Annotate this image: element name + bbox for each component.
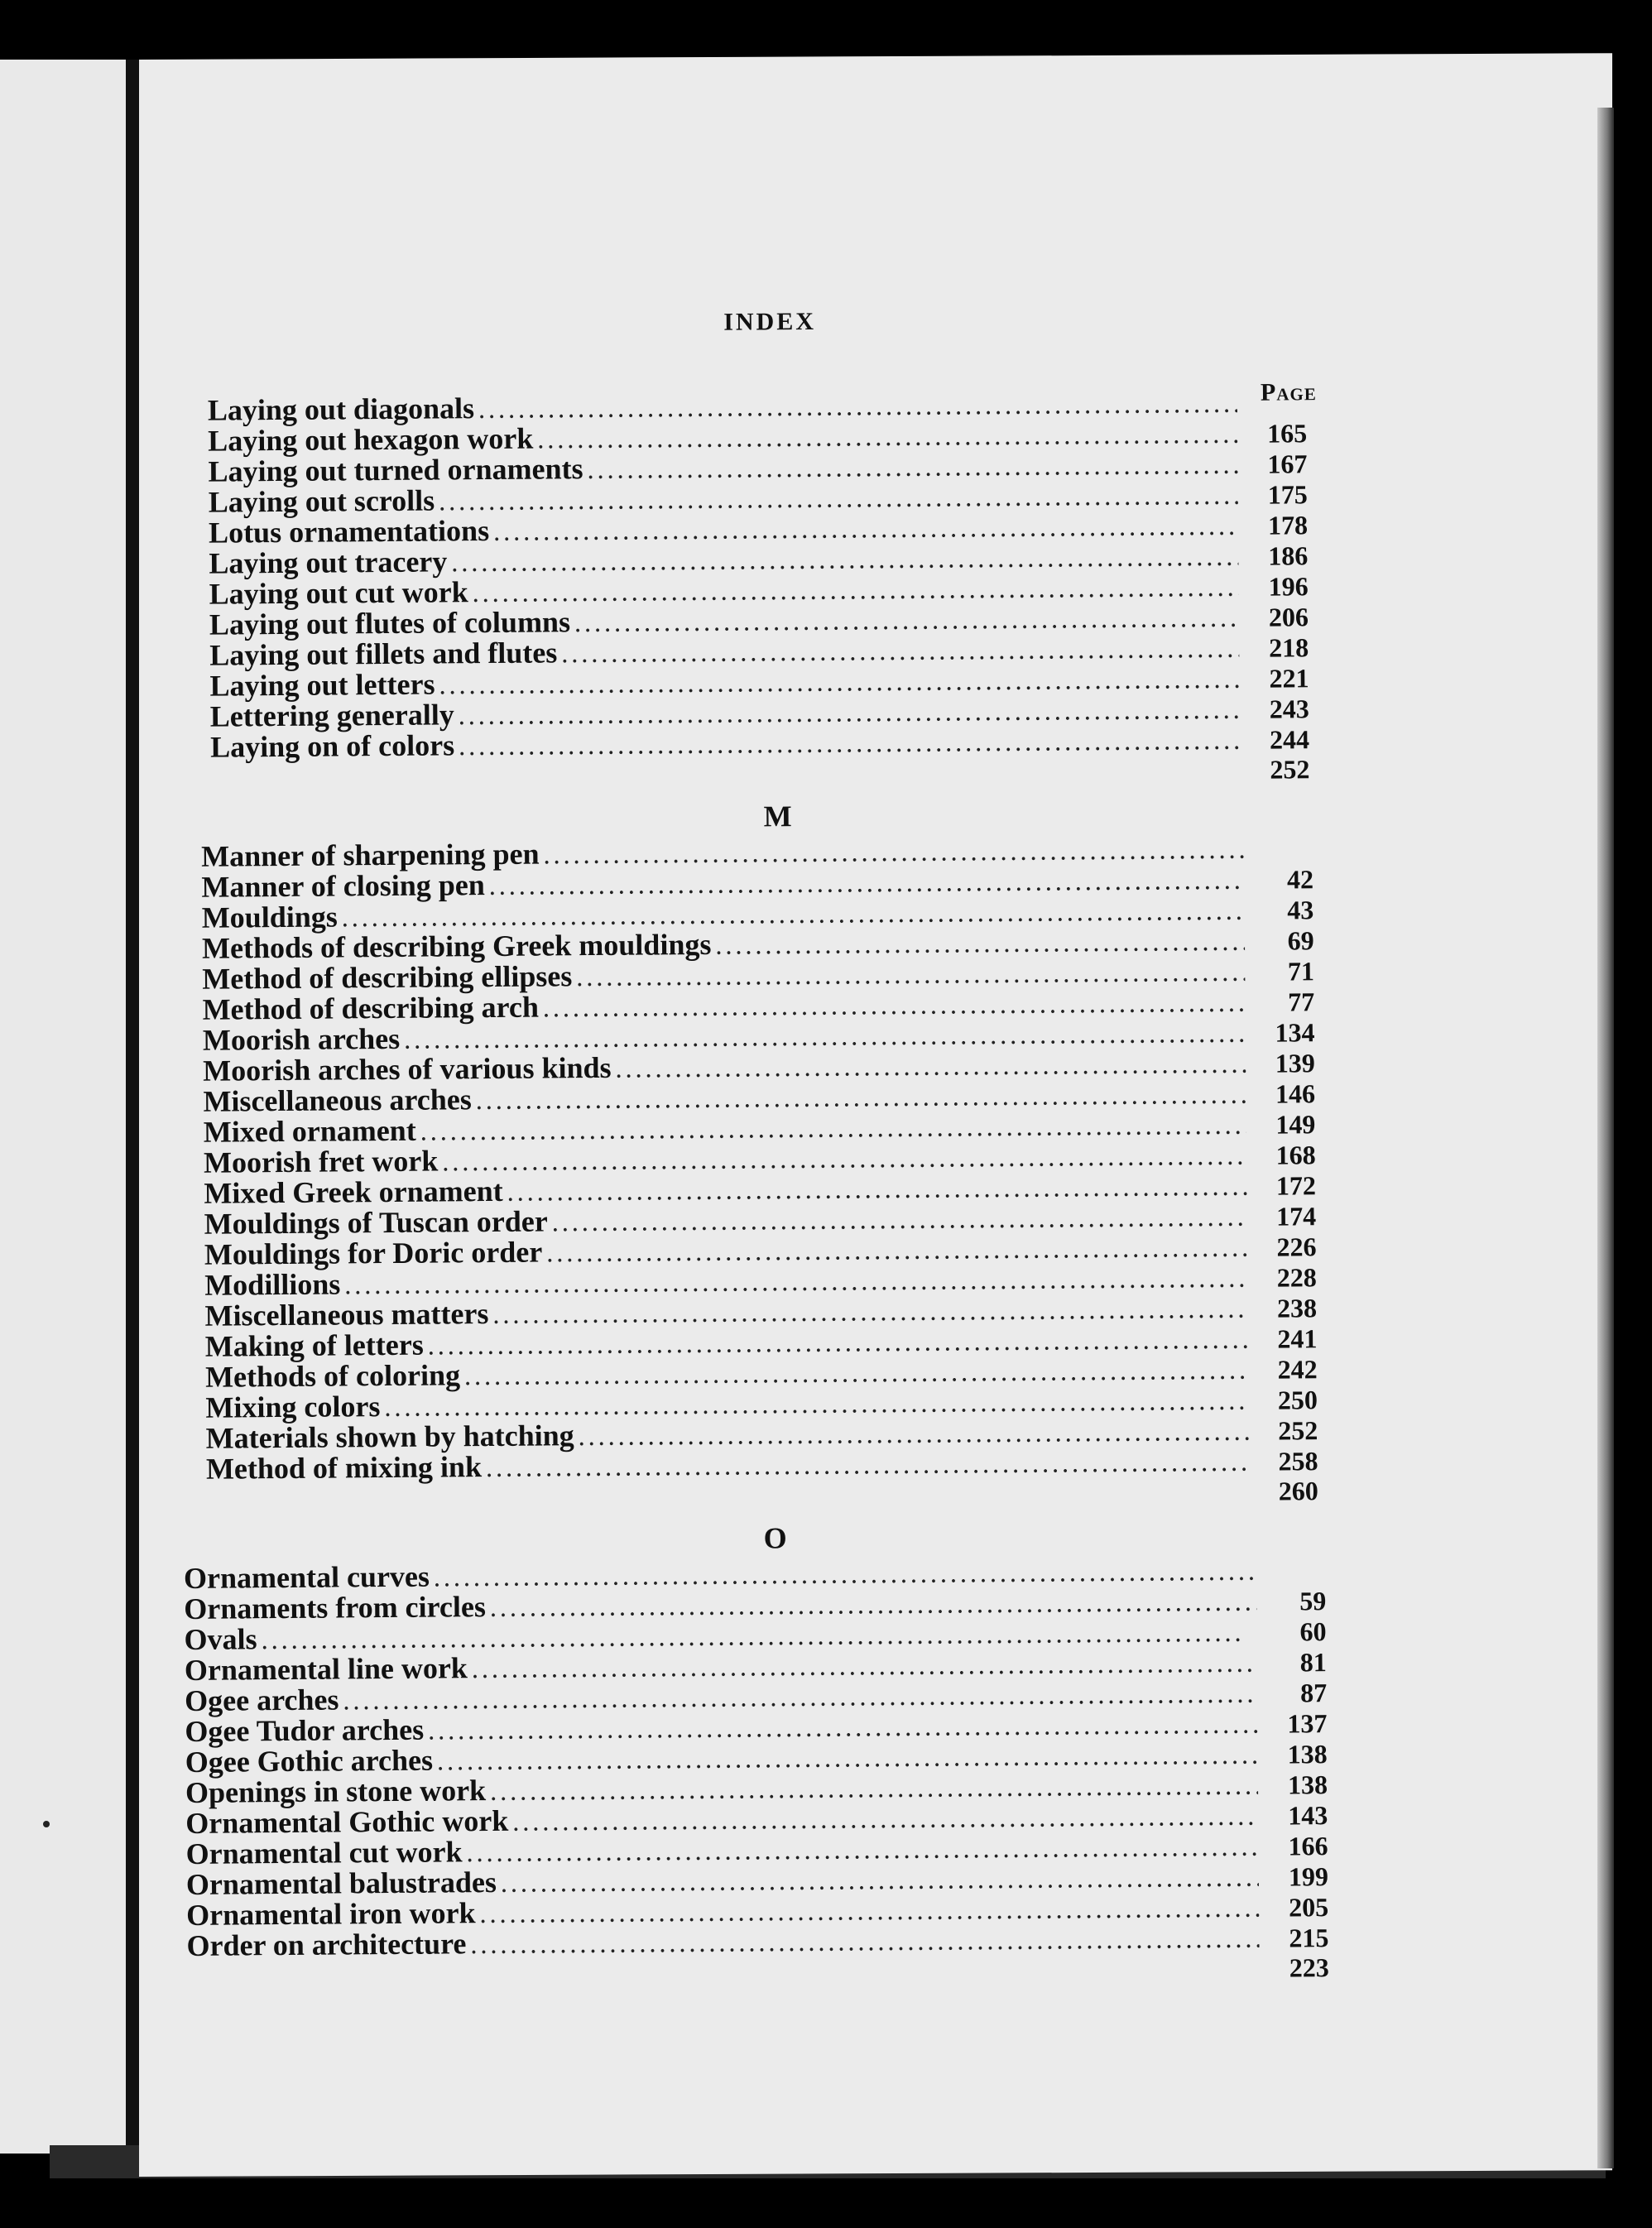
dot-leader bbox=[711, 929, 1245, 964]
entry-term: Ogee Gothic arches bbox=[185, 1743, 434, 1779]
entry-term: Ornamental balustrades bbox=[185, 1865, 497, 1901]
entry-page: 250 bbox=[1277, 1385, 1318, 1415]
entry-page: 139 bbox=[1275, 1048, 1315, 1078]
entry-term: Moorish arches bbox=[202, 1021, 401, 1057]
index-entry bbox=[208, 387, 1307, 425]
entry-term: Laying out diagonals bbox=[207, 391, 475, 427]
entry-page: 138 bbox=[1287, 1769, 1328, 1800]
dot-leader bbox=[574, 1419, 1249, 1455]
entry-term: Order on architecture bbox=[186, 1927, 467, 1962]
entry-page: 167 bbox=[1267, 449, 1308, 479]
dot-leader bbox=[482, 1450, 1249, 1486]
entry-term: Manner of closing pen bbox=[201, 868, 485, 904]
page-column-heading: Page bbox=[1260, 378, 1317, 406]
entry-term: Materials shown by hatching bbox=[205, 1419, 574, 1455]
entry-term: Lettering generally bbox=[209, 698, 454, 733]
dot-leader bbox=[570, 606, 1239, 641]
entry-term: Laying out cut work bbox=[209, 575, 468, 611]
page-edge-shadow bbox=[1597, 108, 1614, 2168]
dot-leader bbox=[466, 1927, 1259, 1964]
ink-speck bbox=[43, 1821, 50, 1827]
entry-page bbox=[1256, 1579, 1326, 1580]
entry-term: Method of describing arch bbox=[202, 990, 540, 1026]
index-sections bbox=[175, 387, 1329, 1992]
entry-term: Laying out tracery bbox=[209, 545, 448, 580]
entry-page: 87 bbox=[1299, 1678, 1328, 1708]
entry-page: 228 bbox=[1276, 1262, 1317, 1293]
entry-page: 260 bbox=[1278, 1476, 1318, 1506]
page-title: INDEX bbox=[723, 307, 817, 336]
entry-page: 226 bbox=[1276, 1232, 1317, 1262]
entry-page: 199 bbox=[1288, 1861, 1329, 1892]
entry-term: Lotus ornamentations bbox=[208, 514, 490, 550]
entry-page: 223 bbox=[1289, 1952, 1329, 1983]
entry-page: 134 bbox=[1275, 1017, 1315, 1048]
index-section bbox=[183, 1506, 1328, 1992]
index-section bbox=[208, 387, 1310, 793]
entry-term: Laying out turned ornaments bbox=[208, 452, 583, 488]
entry-page bbox=[1244, 857, 1313, 858]
entry-term: Laying out fillets and flutes bbox=[209, 636, 558, 672]
entry-page: 165 bbox=[1267, 418, 1308, 449]
entry-term: Ogee arches bbox=[185, 1683, 339, 1717]
entry-page: 71 bbox=[1287, 956, 1315, 987]
index-entry bbox=[201, 833, 1313, 872]
entry-term: Laying on of colors bbox=[209, 728, 455, 764]
entry-term: Laying out letters bbox=[209, 667, 435, 703]
entry-page: 196 bbox=[1268, 571, 1309, 602]
entry-term: Manner of sharpening pen bbox=[201, 837, 540, 873]
entry-page: 206 bbox=[1268, 602, 1309, 632]
entry-page: 252 bbox=[1278, 1415, 1318, 1446]
entry-page: 221 bbox=[1269, 663, 1309, 694]
entry-page: 69 bbox=[1287, 925, 1314, 956]
entry-page: 43 bbox=[1287, 895, 1314, 925]
entry-term: Ornaments from circles bbox=[184, 1590, 487, 1625]
dot-leader bbox=[611, 1052, 1245, 1088]
entry-term: Ornamental line work bbox=[184, 1651, 468, 1687]
entry-term: Ornamental iron work bbox=[186, 1896, 476, 1932]
entry-page: 252 bbox=[1270, 754, 1310, 785]
entry-term: Ornamental cut work bbox=[185, 1835, 463, 1870]
entry-term: Mixing colors bbox=[205, 1390, 381, 1424]
entry-page: 244 bbox=[1269, 724, 1310, 755]
entry-term: Methods of coloring bbox=[204, 1358, 461, 1394]
entry-term: Ogee Tudor arches bbox=[185, 1712, 425, 1748]
entry-term: Methods of describing Greek mouldings bbox=[201, 927, 712, 965]
entry-term: Ornamental Gothic work bbox=[185, 1803, 509, 1840]
section-letter: O bbox=[763, 1521, 787, 1555]
entry-page bbox=[1237, 411, 1307, 412]
entry-page: 243 bbox=[1269, 694, 1309, 724]
entry-page: 42 bbox=[1286, 864, 1314, 895]
index-content bbox=[174, 304, 1329, 1992]
entry-term: Mixed ornament bbox=[203, 1113, 416, 1149]
entry-page: 138 bbox=[1287, 1739, 1328, 1769]
entry-term: Mouldings for Doric order bbox=[204, 1235, 543, 1271]
entry-page: 166 bbox=[1288, 1831, 1328, 1861]
entry-page: 81 bbox=[1299, 1647, 1327, 1678]
index-entry bbox=[184, 1554, 1326, 1594]
entry-term: Making of letters bbox=[204, 1328, 424, 1363]
entry-page: 238 bbox=[1276, 1293, 1318, 1323]
entry-page: 143 bbox=[1288, 1800, 1328, 1831]
entry-term: Ornamental curves bbox=[183, 1559, 430, 1595]
entry-term: Method of mixing ink bbox=[205, 1450, 483, 1486]
entry-page: 205 bbox=[1289, 1892, 1329, 1923]
entry-term: Mixed Greek ornament bbox=[204, 1174, 503, 1210]
entry-page: 241 bbox=[1277, 1323, 1318, 1354]
entry-page: 149 bbox=[1275, 1109, 1316, 1140]
entry-page: 174 bbox=[1276, 1201, 1317, 1232]
entry-term: Moorish arches of various kinds bbox=[203, 1050, 612, 1088]
dot-leader bbox=[572, 960, 1245, 996]
index-section bbox=[201, 785, 1318, 1515]
entry-term: Ovals bbox=[184, 1622, 257, 1656]
entry-term: Mouldings bbox=[201, 900, 338, 934]
entry-page: 137 bbox=[1287, 1708, 1328, 1739]
section-letter: M bbox=[763, 799, 792, 833]
entry-page: 258 bbox=[1278, 1446, 1318, 1477]
entry-term: Laying out scrolls bbox=[208, 483, 435, 519]
entry-term: Miscellaneous matters bbox=[204, 1297, 489, 1332]
entry-page: 59 bbox=[1299, 1586, 1327, 1616]
entry-page: 218 bbox=[1269, 632, 1309, 663]
entry-page: 215 bbox=[1289, 1923, 1329, 1953]
entry-term: Modillions bbox=[204, 1267, 341, 1302]
entry-page: 178 bbox=[1267, 510, 1309, 540]
entry-page: 77 bbox=[1288, 987, 1315, 1017]
facing-page-edge bbox=[0, 60, 126, 2154]
entry-term: Laying out hexagon work bbox=[208, 421, 534, 458]
entry-page: 168 bbox=[1275, 1140, 1316, 1170]
entry-page: 186 bbox=[1268, 540, 1309, 571]
entry-term: Moorish fret work bbox=[203, 1144, 439, 1179]
entry-term: Mouldings of Tuscan order bbox=[204, 1204, 548, 1241]
dot-leader bbox=[454, 728, 1240, 765]
entry-page: 146 bbox=[1275, 1078, 1316, 1109]
entry-term: Laying out flutes of columns bbox=[209, 605, 571, 641]
dot-leader bbox=[583, 453, 1237, 488]
entry-page: 60 bbox=[1299, 1616, 1327, 1647]
entry-term: Miscellaneous arches bbox=[203, 1083, 472, 1118]
book-gutter bbox=[126, 60, 139, 2178]
dot-leader bbox=[557, 636, 1239, 672]
entry-term: Method of describing ellipses bbox=[202, 959, 573, 996]
entry-page: 242 bbox=[1277, 1354, 1318, 1385]
entry-term: Openings in stone work bbox=[185, 1774, 487, 1809]
entry-page: 175 bbox=[1267, 479, 1308, 510]
entry-page: 172 bbox=[1275, 1170, 1317, 1201]
